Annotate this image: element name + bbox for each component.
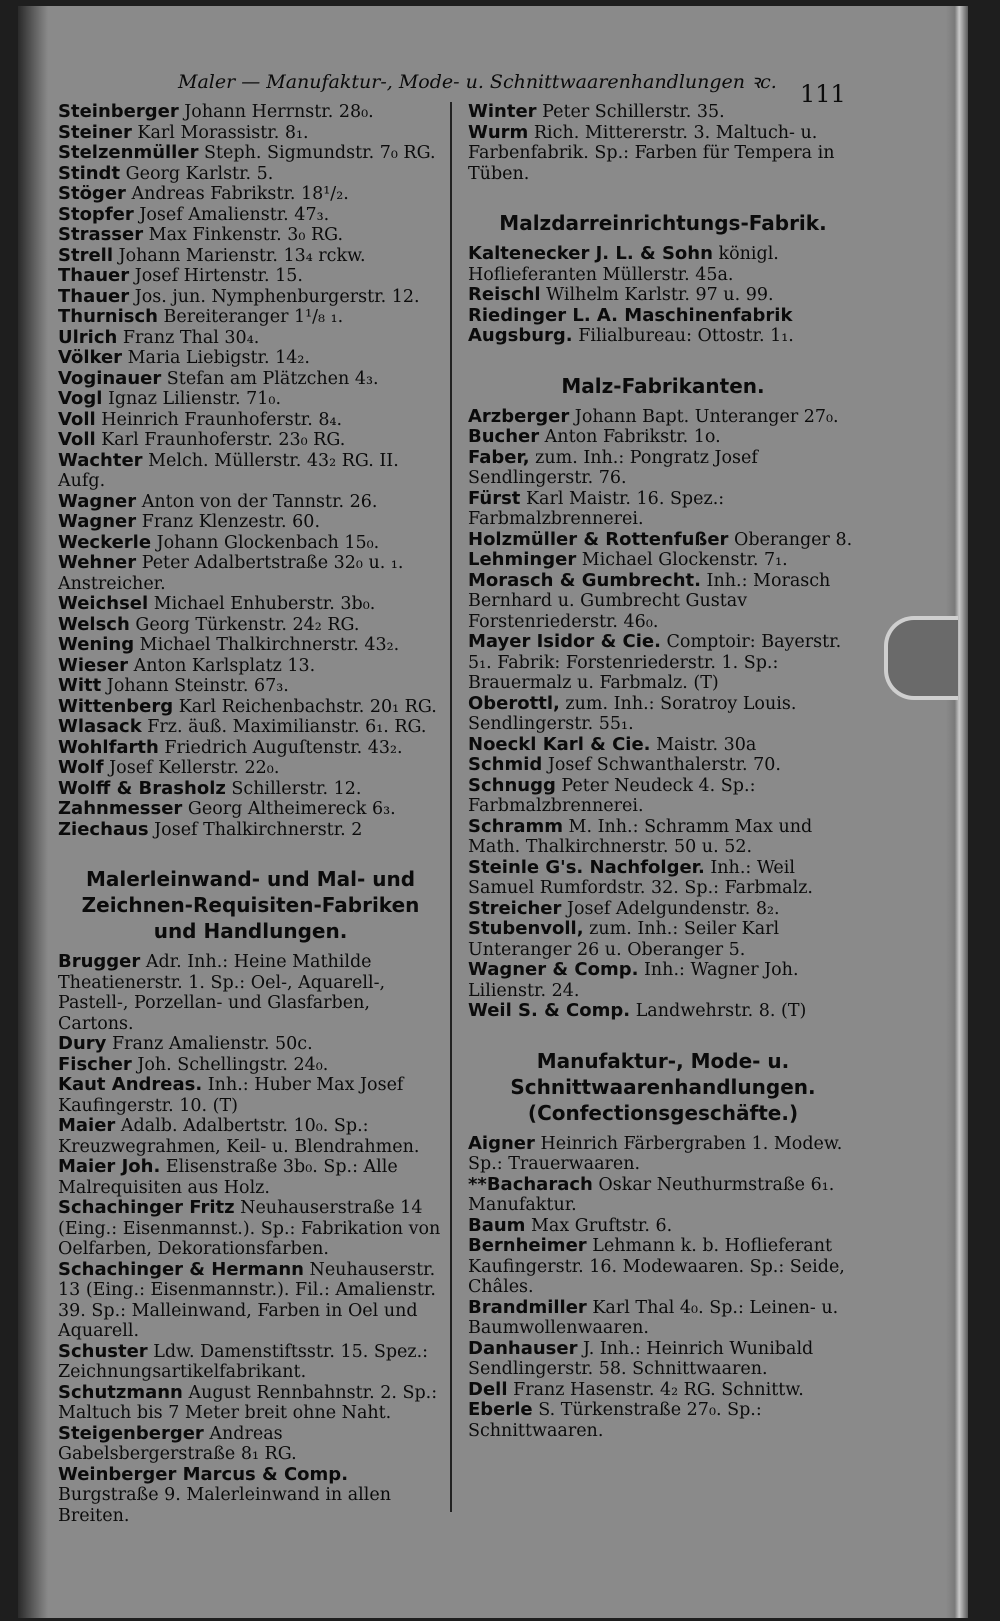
entry-name: Riedinger L. A. Maschinenfabrik Augsburg. — [468, 304, 793, 346]
entry-details: Oskar Neuthurmstraße 6₁. Manufaktur. — [468, 1174, 835, 1215]
entry-name: Schachinger Fritz — [58, 1197, 235, 1218]
directory-entry — [468, 571, 858, 633]
entry-name: Voll — [58, 408, 96, 430]
entry-name: Weichsel — [58, 593, 149, 614]
entry-name: Ulrich — [58, 326, 118, 348]
entry-name: Oberottl, — [468, 692, 560, 714]
directory-entry — [468, 244, 858, 285]
entry-name: Faber, — [468, 446, 530, 468]
entry-name: Wohlfarth — [58, 736, 159, 758]
directory-entry — [58, 952, 443, 1034]
entry-details: Georg Karlstr. 5. — [120, 163, 274, 184]
entry-details: Comptoir: Bayerstr. 5₁. Fabrik: Forstenriederstr. 1. Sp.: Brauermalz u. Farbmalz. (T) — [468, 632, 842, 693]
page-spine — [18, 6, 48, 1618]
entry-list — [468, 102, 858, 184]
entry-name: Holzmüller & Rottenfußer — [468, 528, 729, 550]
directory-entry — [58, 266, 443, 287]
directory-entry — [468, 735, 858, 756]
directory-entry — [58, 123, 443, 144]
running-head: Maler — Manufaktur-, Mode- u. Schnittwaarenhandlungen ꝛc. — [178, 71, 777, 93]
entry-details: Josef Thalkirchnerstr. 2 — [148, 819, 363, 840]
entry-details: Elisenstraße 3b₀. Sp.: Alle Malrequisiten aus Holz. — [58, 1157, 398, 1198]
directory-entry — [58, 1383, 443, 1424]
entry-name: Morasch & Gumbrecht. — [468, 569, 701, 591]
entry-details: Lehmann k. b. Hoflieferant Kaufingerstr. 16. Modewaaren. Sp.: Seide, Châles. — [468, 1236, 845, 1297]
entry-name: Weckerle — [58, 531, 152, 553]
entry-name: Stindt — [58, 162, 121, 184]
column-rule — [450, 102, 452, 1512]
entry-name: Weinberger Marcus & Comp. — [58, 1463, 349, 1485]
entry-name: Mayer Isidor & Cie. — [468, 631, 661, 652]
entry-details: J. Inh.: Heinrich Wunibald Sendlingerstr. 58. Schnittwaaren. — [468, 1338, 814, 1379]
directory-entry — [58, 1465, 443, 1527]
entry-details: Josef Hirtenstr. 15. — [129, 266, 303, 286]
directory-entry — [58, 410, 443, 431]
entry-details: Melch. Müllerstr. 43₂ RG. II. Aufg. — [58, 450, 399, 491]
entry-details: Maistr. 30a — [650, 734, 757, 755]
directory-entry — [468, 285, 858, 306]
entry-details: Inh.: Huber Max Josef Kaufingerstr. 10. (T) — [58, 1075, 404, 1116]
entry-name: Steigenberger — [58, 1422, 204, 1444]
entry-details: Karl Fraunhoferstr. 23₀ RG. — [95, 430, 346, 450]
entry-name: Stelzenmüller — [58, 142, 199, 163]
entry-name: Wagner — [58, 490, 137, 512]
entry-details: M. Inh.: Schramm Max und Math. Thalkirchnerstr. 50 u. 52. — [468, 816, 813, 857]
entry-details: Neuhauserstraße 14 (Eing.: Eisenmannst.). Sp.: Fabrikation von Oelfarben, Dekorationsfarben. — [58, 1198, 441, 1259]
entry-list — [58, 952, 443, 1526]
entry-details: Franz Amalienstr. 50c. — [106, 1034, 313, 1054]
entry-details: Heinrich Färbergraben 1. Modew. Sp.: Trauerwaaren. — [468, 1133, 843, 1174]
entry-name: Wieser — [58, 654, 129, 676]
directory-entry — [468, 102, 858, 123]
entry-name: Wachter — [58, 449, 143, 471]
directory-entry — [58, 164, 443, 185]
left-column — [58, 102, 443, 1526]
directory-entry — [58, 389, 443, 410]
directory-entry — [58, 1198, 443, 1260]
directory-entry — [468, 755, 858, 776]
entry-name: Ziechaus — [58, 818, 149, 840]
entry-name: Strell — [58, 244, 113, 266]
directory-entry — [468, 858, 858, 899]
entry-name: Voginauer — [58, 367, 162, 389]
directory-entry — [468, 407, 858, 428]
directory-entry — [468, 550, 858, 571]
entry-name: Schuster — [58, 1340, 148, 1362]
entry-details: Anton Fabrikstr. 1o. — [539, 427, 721, 447]
directory-entry — [58, 758, 443, 779]
directory-entry — [58, 287, 443, 308]
directory-entry — [58, 1342, 443, 1383]
entry-list — [58, 102, 443, 840]
directory-entry — [58, 205, 443, 226]
entry-name: Thauer — [58, 265, 130, 286]
entry-name: Reischl — [468, 284, 541, 305]
entry-name: Thauer — [58, 285, 130, 307]
entry-name: Witt — [58, 675, 102, 696]
entry-name: Dell — [468, 1378, 508, 1400]
directory-entry — [58, 676, 443, 697]
directory-entry — [468, 427, 858, 448]
directory-entry — [468, 776, 858, 817]
directory-entry — [58, 369, 443, 390]
entry-details: Karl Maistr. 16. Spez.: Farbmalzbrennerei. — [468, 488, 725, 529]
entry-name: Bernheimer — [468, 1235, 587, 1256]
entry-name: **Bacharach — [468, 1173, 593, 1195]
entry-name: Lehminger — [468, 549, 577, 570]
directory-entry — [58, 656, 443, 677]
directory-entry — [58, 1116, 443, 1157]
directory-entry — [468, 1298, 858, 1339]
entry-details: Schillerstr. 12. — [225, 778, 362, 799]
entry-details: Rich. Mittererstr. 3. Maltuch- u. Farbenfabrik. Sp.: Farben für Tempera in Tüben. — [468, 122, 835, 184]
directory-entry — [468, 694, 858, 735]
entry-name: Maier Joh. — [58, 1156, 161, 1177]
directory-entry — [58, 738, 443, 759]
entry-details: Johann Marienstr. 13₄ rckw. — [113, 245, 366, 266]
entry-details: Wilhelm Karlstr. 97 u. 99. — [540, 285, 774, 305]
directory-entry — [58, 102, 443, 123]
entry-name: Stopfer — [58, 203, 134, 225]
entry-details: Friedrich Auguſtenstr. 43₂. — [158, 737, 403, 758]
entry-details: Max Finkenstr. 3₀ RG. — [143, 225, 344, 245]
entry-details: Johann Herrnstr. 28₀. — [178, 102, 374, 122]
entry-details: Franz Thal 30₄. — [117, 327, 260, 348]
directory-entry — [468, 817, 858, 858]
directory-entry — [58, 348, 443, 369]
directory-entry — [58, 1034, 443, 1055]
directory-entry — [468, 123, 858, 185]
entry-details: Peter Neudeck 4. Sp.: Farbmalzbrennerei. — [468, 775, 756, 816]
entry-details: Jos. jun. Nymphenburgerstr. 12. — [129, 286, 420, 307]
entry-name: Steinberger — [58, 101, 179, 122]
entry-details: Anton von der Tannstr. 26. — [136, 491, 378, 512]
directory-entry — [468, 960, 858, 1001]
entry-details: August Rennbahnstr. 2. Sp.: Maltuch bis 7 Meter breit ohne Naht. — [58, 1382, 438, 1423]
entry-details: Josef Adelgundenstr. 8₂. — [561, 898, 780, 919]
directory-entry — [58, 1157, 443, 1198]
directory-entry — [58, 492, 443, 513]
entry-details: Max Gruftstr. 6. — [525, 1215, 673, 1236]
directory-entry — [58, 799, 443, 820]
entry-name: Zahnmesser — [58, 798, 183, 819]
entry-details: Landwehrstr. 8. (T) — [630, 1001, 807, 1021]
directory-entry — [58, 184, 443, 205]
directory-entry — [58, 594, 443, 615]
entry-details: Oberanger 8. — [728, 529, 853, 550]
entry-details: Neuhauserstr. 13 (Eing.: Eisenmannstr.). Fil.: Amalienstr. 39. Sp.: Malleinwand, Farben in Oel und Aquarell. — [58, 1259, 436, 1341]
entry-name: Wening — [58, 634, 135, 655]
directory-entry — [58, 512, 443, 533]
entry-details: Stefan am Plätzchen 4₃. — [161, 368, 379, 389]
entry-details: Filialbureau: Ottostr. 1₁. — [572, 326, 794, 346]
entry-details: Bereiteranger 1¹/₈ ₁. — [157, 307, 344, 327]
thumb-index-tab — [884, 616, 958, 700]
directory-entry — [58, 143, 443, 164]
entry-details: Ldw. Damenstiftsstr. 15. Spez.: Zeichnungsartikelfabrikant. — [58, 1341, 429, 1382]
entry-list — [468, 407, 858, 1022]
directory-entry — [468, 530, 858, 551]
entry-name: Stöger — [58, 183, 126, 204]
entry-details: Josef Schwanthalerstr. 70. — [542, 755, 781, 775]
directory-entry — [468, 1175, 858, 1216]
entry-name: Baum — [468, 1214, 526, 1236]
entry-details: Heinrich Fraunhoferstr. 8₄. — [95, 409, 343, 430]
directory-entry — [58, 820, 443, 841]
book-page — [18, 6, 968, 1618]
entry-name: Wittenberg — [58, 695, 174, 717]
entry-name: Winter — [468, 101, 537, 122]
entry-list — [468, 244, 858, 347]
entry-details: Steph. Sigmundstr. 7₀ RG. — [198, 143, 436, 163]
entry-name: Eberle — [468, 1399, 533, 1420]
entry-name: Voll — [58, 429, 96, 450]
directory-entry — [468, 1400, 858, 1441]
entry-details: Adr. Inh.: Heine Mathilde Theatienerstr. 1. Sp.: Oel-, Aquarell-, Pastell-, Porzellan- und Glasfarben, Cartons. — [58, 952, 386, 1034]
entry-details: Johann Bapt. Unteranger 27₀. — [569, 406, 839, 427]
entry-name: Vogl — [58, 388, 103, 409]
directory-entry — [58, 697, 443, 718]
entry-name: Steinle G's. Nachfolger. — [468, 856, 705, 878]
entry-name: Wagner & Comp. — [468, 959, 639, 980]
entry-name: Wurm — [468, 121, 529, 143]
entry-name: Steiner — [58, 121, 132, 143]
entry-details: Peter Schillerstr. 35. — [536, 102, 725, 122]
entry-name: Bucher — [468, 426, 540, 447]
directory-entry — [58, 430, 443, 451]
entry-details: Georg Türkenstr. 24₂ RG. — [129, 614, 360, 635]
section-heading: Malzdarreinrichtungs-Fabrik. — [499, 211, 827, 235]
directory-entry — [58, 1260, 443, 1342]
entry-name: Schramm — [468, 815, 563, 837]
directory-entry — [468, 899, 858, 920]
entry-name: Brandmiller — [468, 1296, 587, 1318]
directory-entry — [468, 1134, 858, 1175]
section-heading: Malerleinwand- und Mal- und Zeichnen-Requisiten-Fabriken und Handlungen. — [81, 867, 420, 943]
entry-name: Wolf — [58, 757, 104, 778]
entry-details: Karl Thal 4₀. Sp.: Leinen- u. Baumwollenwaaren. — [468, 1297, 839, 1338]
entry-details: Franz Klenzestr. 60. — [136, 512, 321, 532]
section-heading: Malz-Fabrikanten. — [561, 373, 765, 398]
entry-details: zum. Inh.: Soratroy Louis. Sendlingerstr. 55₁. — [468, 693, 797, 734]
entry-details: S. Türkenstraße 27₀. Sp.: Schnittwaaren. — [468, 1400, 762, 1441]
directory-entry — [468, 632, 858, 694]
directory-entry — [58, 635, 443, 656]
entry-details: Burgstraße 9. Malerleinwand in allen Breiten. — [58, 1485, 392, 1526]
entry-name: Dury — [58, 1033, 107, 1054]
entry-details: Karl Reichenbachstr. 20₁ RG. — [173, 696, 437, 717]
entry-name: Schachinger & Hermann — [58, 1258, 304, 1280]
entry-details: Johann Glockenbach 15₀. — [151, 532, 380, 553]
entry-details: Michael Enhuberstr. 3b₀. — [148, 594, 376, 614]
entry-details: Johann Steinstr. 67₃. — [101, 676, 289, 696]
entry-name: Schmid — [468, 754, 543, 775]
entry-details: Andreas Fabrikstr. 18¹/₂. — [125, 184, 349, 204]
entry-details: zum. Inh.: Seiler Karl Unteranger 26 u. Oberanger 5. — [468, 919, 780, 960]
entry-name: Wolff & Brasholz — [58, 777, 226, 799]
directory-entry — [468, 306, 858, 347]
directory-entry — [468, 1339, 858, 1380]
directory-entry — [468, 1001, 858, 1022]
directory-entry — [58, 451, 443, 492]
entry-list — [468, 1134, 858, 1442]
entry-details: Ignaz Lilienstr. 71₀. — [102, 389, 282, 409]
page-edge — [946, 6, 968, 1618]
directory-entry — [58, 1055, 443, 1076]
entry-name: Danhauser — [468, 1337, 578, 1359]
directory-entry — [468, 1216, 858, 1237]
entry-name: Wagner — [58, 511, 137, 532]
directory-entry — [58, 779, 443, 800]
entry-details: Franz Hasenstr. 4₂ RG. Schnittw. — [507, 1379, 804, 1400]
entry-name: Kaltenecker J. L. & Sohn — [468, 243, 713, 264]
directory-entry — [468, 1380, 858, 1401]
entry-name: Völker — [58, 347, 123, 368]
entry-name: Stubenvoll, — [468, 918, 584, 939]
directory-entry — [468, 1236, 858, 1298]
entry-name: Schnugg — [468, 774, 556, 796]
directory-entry — [468, 489, 858, 530]
entry-name: Fischer — [58, 1053, 132, 1075]
entry-details: Inh.: Wagner Joh. Lilienstr. 24. — [468, 960, 799, 1001]
entry-details: Andreas Gabelsbergerstraße 8₁ RG. — [58, 1423, 297, 1464]
entry-name: Arzberger — [468, 405, 570, 427]
entry-name: Schutzmann — [58, 1381, 183, 1403]
section-heading: Manufaktur-, Mode- u. Schnittwaarenhandlungen. (Confectionsgeschäfte.) — [510, 1048, 816, 1125]
entry-details: Josef Kellerstr. 22₀. — [103, 758, 280, 778]
entry-name: Kaut Andreas. — [58, 1074, 203, 1095]
entry-details: Peter Adalbertstraße 32₀ u. ₁. Anstreicher. — [58, 553, 404, 594]
entry-name: Wehner — [58, 552, 137, 573]
directory-entry — [58, 553, 443, 594]
entry-name: Weil S. & Comp. — [468, 1000, 631, 1021]
entry-details: Michael Glockenstr. 7₁. — [576, 550, 788, 570]
entry-details: Michael Thalkirchnerstr. 43₂. — [134, 635, 400, 655]
entry-name: Welsch — [58, 613, 130, 635]
directory-entry — [58, 717, 443, 738]
directory-entry — [58, 225, 443, 246]
entry-details: königl. Hoflieferanten Müllerstr. 45a. — [468, 244, 779, 285]
entry-details: Joh. Schellingstr. 24₀. — [131, 1054, 329, 1075]
entry-name: Streicher — [468, 897, 562, 919]
directory-entry — [468, 448, 858, 489]
entry-details: Maria Liebigstr. 14₂. — [122, 348, 310, 368]
entry-details: Josef Amalienstr. 47₃. — [133, 204, 330, 225]
entry-details: Anton Karlsplatz 13. — [128, 655, 316, 676]
directory-entry — [468, 919, 858, 960]
directory-entry — [58, 533, 443, 554]
directory-entry — [58, 307, 443, 328]
directory-entry — [58, 246, 443, 267]
directory-entry — [58, 1075, 443, 1116]
entry-details: zum. Inh.: Pongratz Josef Sendlingerstr. 76. — [468, 447, 758, 488]
directory-entry — [58, 328, 443, 349]
right-column — [468, 102, 858, 1441]
directory-entry — [58, 615, 443, 636]
entry-name: Strasser — [58, 224, 144, 245]
entry-details: Adalb. Adalbertstr. 10₀. Sp.: Kreuzwegrahmen, Keil- u. Blendrahmen. — [58, 1116, 420, 1157]
entry-name: Fürst — [468, 487, 521, 509]
entry-details: Inh.: Weil Samuel Rumfordstr. 32. Sp.: Farbmalz. — [468, 857, 813, 898]
entry-name: Wlasack — [58, 716, 142, 737]
entry-name: Thurnisch — [58, 306, 158, 327]
entry-details: Karl Morassistr. 8₁. — [131, 122, 309, 143]
entry-details: Georg Altheimereck 6₃. — [182, 799, 396, 819]
entry-name: Noeckl Karl & Cie. — [468, 733, 651, 755]
entry-name: Maier — [58, 1115, 116, 1136]
entry-details: Frz. äuß. Maximilianstr. 6₁. RG. — [141, 717, 427, 737]
entry-name: Brugger — [58, 951, 141, 972]
entry-name: Aigner — [468, 1132, 535, 1154]
entry-details: Inh.: Morasch Bernhard u. Gumbrecht Gustav Forstenriederstr. 46₀. — [468, 570, 831, 632]
page-number: 111 — [800, 80, 846, 108]
directory-entry — [58, 1424, 443, 1465]
